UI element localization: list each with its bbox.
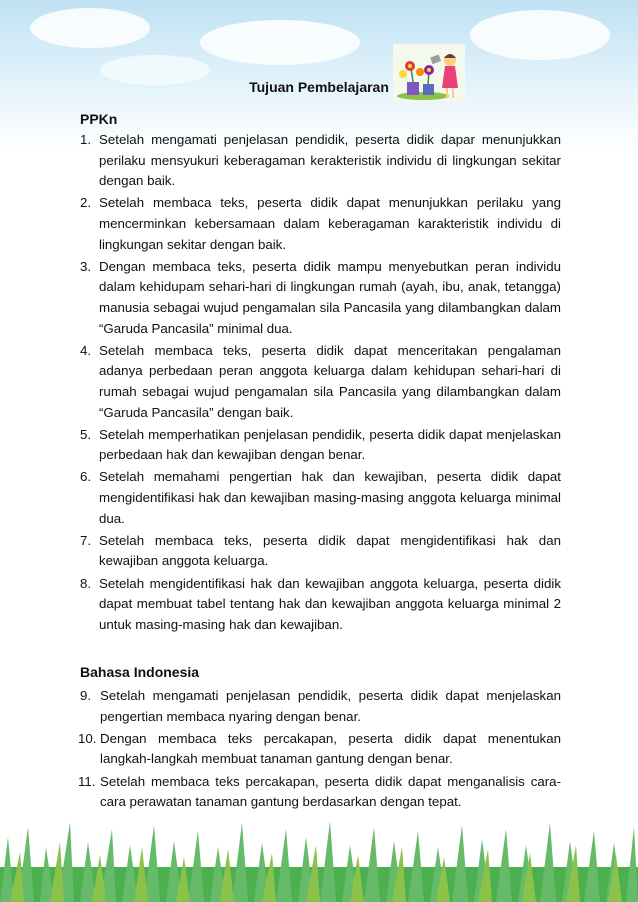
- item-text: Setelah membaca teks, peserta didik dapat menceritakan pengalaman adanya perbedaan peran anggota keluarga dalam kehidupan sehari-hari di rumah sebagai wujud pengamalan sila Pancasila yang dilambangkan dalam “Garuda Pancasila” dengan baik.: [99, 342, 561, 420]
- item-number: 7.: [80, 532, 92, 548]
- item-number: 9.: [80, 688, 92, 703]
- item-text: Setelah membaca teks, peserta didik dapat mengidentifikasi hak dan kewajiban anggota keluarga.: [99, 532, 561, 569]
- list-item: [78, 772, 561, 813]
- item-number: 8.: [80, 575, 92, 591]
- item-text: Dengan membaca teks percakapan, peserta didik dapat menentukan langkah-langkah membuat tanaman gantung dengan benar.: [100, 730, 561, 767]
- item-number: 10.: [78, 730, 97, 746]
- item-number: 1.: [80, 132, 92, 147]
- item-number: 5.: [80, 426, 92, 442]
- item-number: 3.: [80, 258, 92, 274]
- objective-list-bahasa-indonesia: [78, 686, 561, 814]
- list-item: [80, 574, 561, 636]
- list-item: [80, 425, 561, 466]
- list-item: [80, 257, 561, 339]
- list-item: [80, 130, 561, 192]
- item-number: 6.: [80, 469, 92, 485]
- list-item: [80, 531, 561, 572]
- item-text: Setelah mengidentifikasi hak dan kewajiban anggota keluarga, peserta didik dapat membuat tabel tentang hak dan kewajiban anggota keluarga minimal 2 untuk masing-masing hak dan kewajiban.: [99, 575, 561, 632]
- list-item: [80, 467, 561, 529]
- item-text: Setelah mengamati penjelasan pendidik, peserta didik dapar menunjukkan perilaku mensyukuri keberagaman kerakteristik individu di lingkungan sekitar dengan baik.: [99, 132, 561, 189]
- item-text: Dengan membaca teks, peserta didik mampu menyebutkan peran individu dalam kehidupam sehari-hari di lingkungan rumah (ayah, ibu, anak, tetangga) manusia sebagai wujud pengamalan sila Pancasila yang dilambangkan dalam “Garuda Pancasila” minimal dua.: [99, 258, 561, 336]
- item-text: Setelah mengamati penjelasan pendidik, peserta didik dapat menjelaskan pengertian membaca nyaring dengan benar.: [100, 688, 561, 724]
- page-title: Tujuan Pembelajaran: [249, 79, 389, 95]
- item-text: Setelah membaca teks, peserta didik dapat menunjukkan perilaku yang mencerminkan kebersamaan dalam keberagaman karakteristik individu di lingkungan sekitar dengan baik.: [99, 195, 561, 252]
- section-heading-bahasa-indonesia: Bahasa Indonesia: [80, 664, 200, 680]
- item-number: 11.: [78, 773, 96, 789]
- item-number: 4.: [80, 342, 92, 358]
- list-item: [78, 686, 561, 727]
- item-number: 2.: [80, 195, 92, 211]
- objective-list-ppkn: [80, 130, 561, 637]
- item-text: Setelah memperhatikan penjelasan pendidik, peserta didik dapat menjelaskan perbedaan hak dan kewajiban dengan benar.: [99, 426, 561, 463]
- list-item: [80, 341, 561, 423]
- list-item: [78, 729, 561, 770]
- item-text: Setelah membaca teks percakapan, peserta didik dapat menganalisis cara-cara perawatan tanaman gantung berdasarkan dengan tepat.: [100, 773, 561, 810]
- section-heading-ppkn: PPKn: [80, 111, 118, 127]
- list-item: [80, 193, 561, 255]
- item-text: Setelah memahami pengertian hak dan kewajiban, peserta didik dapat mengidentifikasi hak dan kewajiban masing-masing anggota keluarga minimal dua.: [99, 469, 561, 526]
